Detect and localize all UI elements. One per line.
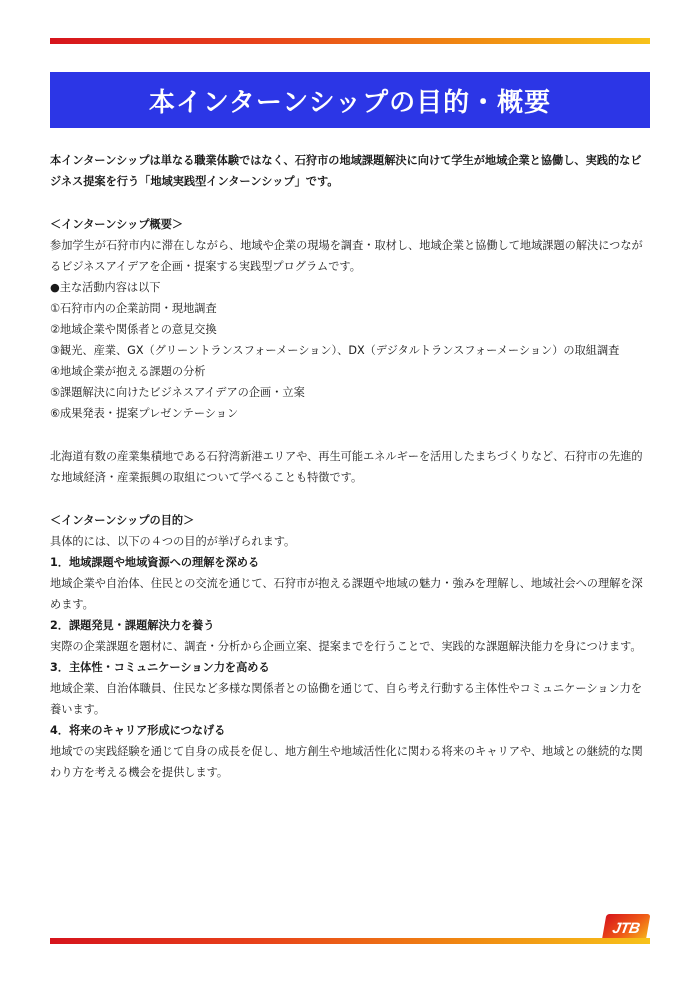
activity-item: ⑤課題解決に向けたビジネスアイデアの企画・立案: [50, 386, 305, 399]
jtb-logo-text: JTB: [611, 919, 641, 937]
overview-heading: ＜インターンシップ概要＞: [50, 218, 184, 231]
activity-item: ①石狩市内の企業訪問・現地調査: [50, 302, 217, 315]
document-body: [50, 150, 650, 783]
goal-title: 1．地域課題や地域資源への理解を深める: [50, 556, 260, 569]
activities-intro: ●主な活動内容は以下: [50, 281, 161, 294]
goal-body: 地域企業や自治体、住民との交流を通じて、石狩市が抱える課題や地域の魅力・強みを理解し、地域社会への理解を深めます。: [50, 577, 643, 611]
lead-paragraph: 本インターンシップは単なる職業体験ではなく、石狩市の地域課題解決に向けて学生が地域企業と協働し、実践的なビジネス提案を行う「地域実践型インターンシップ」です。: [50, 154, 642, 188]
purpose-intro: 具体的には、以下の４つの目的が挙げられます。: [50, 535, 296, 548]
goal-title: 4．将来のキャリア形成につなげる: [50, 724, 226, 737]
title-banner: [50, 72, 650, 128]
page-title: 本インターンシップの目的・概要: [148, 87, 552, 118]
bottom-accent-bar: [50, 938, 650, 944]
goal-body: 地域での実践経験を通じて自身の成長を促し、地方創生や地域活性化に関わる将来のキャリアや、地域との継続的な関わり方を考える機会を提供します。: [50, 745, 643, 779]
activity-item: ⑥成果発表・提案プレゼンテーション: [50, 407, 239, 420]
activity-item: ③観光、産業、GX（グリーントランスフォーメーション）、DX（デジタルトランスフォーメーション）の取組調査: [50, 344, 620, 357]
goal-title: 2．課題発見・課題解決力を養う: [50, 619, 215, 632]
top-accent-bar: [50, 38, 650, 44]
overview-body: 参加学生が石狩市内に滞在しながら、地域や企業の現場を調査・取材し、地域企業と協働して地域課題の解決につながるビジネスアイデアを企画・提案する実践型プログラムです。: [50, 239, 643, 273]
goal-body: 地域企業、自治体職員、住民など多様な関係者との協働を通じて、自ら考え行動する主体性やコミュニケーション力を養います。: [50, 682, 643, 716]
feature-paragraph: 北海道有数の産業集積地である石狩湾新港エリアや、再生可能エネルギーを活用したまちづくりなど、石狩市の先進的な地域経済・産業振興の取組について学べることも特徴です。: [50, 450, 643, 484]
goal-title: 3．主体性・コミュニケーション力を高める: [50, 661, 270, 674]
activity-item: ②地域企業や関係者との意見交換: [50, 323, 217, 336]
activity-item: ④地域企業が抱える課題の分析: [50, 365, 206, 378]
purpose-heading: ＜インターンシップの目的＞: [50, 514, 195, 527]
goal-body: 実際の企業課題を題材に、調査・分析から企画立案、提案までを行うことで、実践的な課題解決能力を身につけます。: [50, 640, 642, 653]
